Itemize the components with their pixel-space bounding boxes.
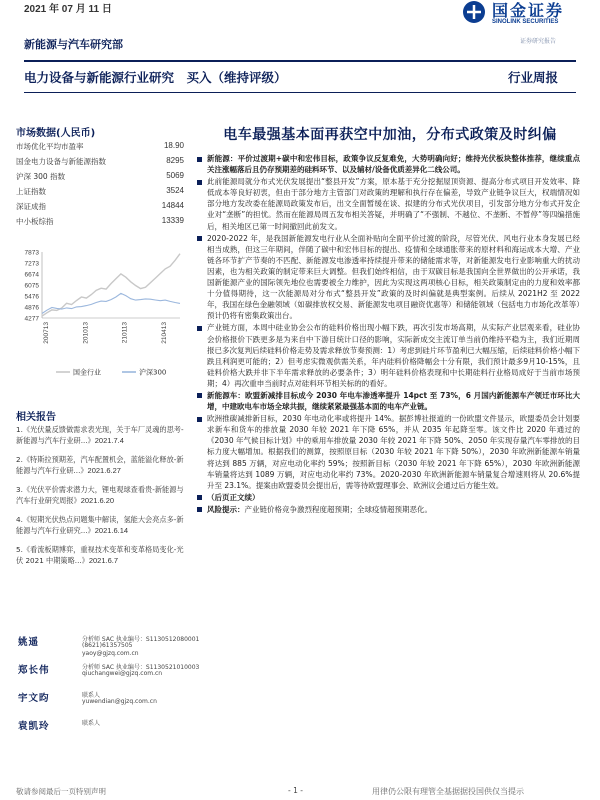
legend-label: 国金行业 bbox=[73, 368, 101, 377]
analyst-card bbox=[16, 660, 200, 688]
report-type: 行业周报 bbox=[508, 70, 559, 85]
footer-disclaimer: 用律仍公限有理管全基据据投国供仅当提示 bbox=[372, 787, 524, 796]
analyst-card bbox=[16, 688, 190, 716]
body-paragraph bbox=[196, 504, 580, 515]
paragraph-lead: 新能源： bbox=[207, 154, 238, 163]
related-report-text: 4.《短期光伏热点问题集中解读，氢能大会亮点多-新能源与汽车行业研究...》 bbox=[16, 515, 184, 535]
market-row bbox=[16, 186, 184, 197]
market-label: 市场优化平均市盈率 bbox=[16, 142, 84, 151]
related-reports-heading: 相关报告 bbox=[16, 412, 56, 423]
related-report-item[interactable] bbox=[16, 424, 190, 446]
related-report-text: 5.《看流板期博弈，重视技术变革和变革格局变化-光伏 2021 中期策略...》 bbox=[16, 545, 184, 565]
market-row bbox=[16, 171, 184, 182]
related-report-date: 2021.6.20 bbox=[80, 496, 115, 505]
analyst-sac: 分析师 SAC 执业编号：S1130521010003 bbox=[82, 664, 200, 671]
analyst-role: 联系人 bbox=[82, 720, 101, 727]
logo-text-cn: 国金证券 bbox=[492, 1, 565, 20]
y-tick-label: 4277 bbox=[24, 315, 39, 323]
analyst-sac: 分析师 SAC 执业编号：S1130512080001 bbox=[82, 636, 200, 643]
market-value: 8295 bbox=[166, 156, 184, 165]
related-report-date: 2021.7.4 bbox=[94, 436, 124, 445]
y-tick-label: 6075 bbox=[24, 282, 39, 290]
analyst-email[interactable]: yuwendian@gjzq.com.cn bbox=[82, 698, 157, 705]
related-report-text: 2.《特斯拉预期差，汽车配置机会，蓝能溢化释放-新能源与汽车行业研...》 bbox=[16, 455, 184, 475]
related-report-date: 2021.6.27 bbox=[87, 466, 121, 475]
market-value: 5069 bbox=[166, 171, 184, 180]
analyst-email[interactable]: qiuchangwei@gjzq.com.cn bbox=[82, 670, 163, 677]
market-value: 18.90 bbox=[163, 141, 184, 150]
legend-label: 沪深300 bbox=[139, 368, 167, 377]
body-paragraph: 欧洲推碳减排新目标，2030 年电动化率或将提升 14%。据彭博社报道的一份欧盟文件显示，欧盟委员会计划要求新车和货车的排放量 2030 年较 2021 年下降 65%，并从 2035 年起降至零。该文件比 2020 年通过的《2030 年气候目标计划》中的乘用车排放量 2030 年较 2021 年下降 50%、2050 年实现存量汽车零排放的目标力度大幅增加。根据我们的测算，按照原目标（2030 年较 2021 年下降 50%），2030 年欧洲新能源车销量将达到 885 万辆，对应电动化率约 59%；按照新目标（2030 年较 2021 年下降 65%），2030 年欧洲新能源车销量将达到 1089 万辆，对应电动化率约 73%。2020-2030 年欧洲新能源车销量复合增速则将从 20.6%提升至 23.1%。提案由欧盟委员会提出后，需等待欧盟理事会、欧洲议会通过后方能生效。 bbox=[196, 413, 580, 491]
related-report-date: 2021.6.7 bbox=[88, 556, 119, 565]
body-paragraph: 2020-2022 年，是我国新能源发电行业从全面补贴向全面平价过渡的阶段，尽管光伏、风电行业本身发展已经相当成熟，但这三年期间，伴随了碳中和宏伟目标的提出、疫情和全球通胀带来的原材料和海运成本大增、产业链各环节扩产节奏的不匹配、新能源发电渗透率持续提升带来的储能需求等，对新能源发电行业影响重大的扰动因素，也为相关政策的制定带来巨大调整。但我们始终相信，由于双碳目标是我国向全世界做出的公开承诺，我国新能源产业的国际领先地位也需要被全力维护，因此为实现这两项核心目标，相关政策制定由的力度和效率都十分值得期待，这一次能源局对分布式“整县开发”政策的及时纠偏就是典型案例。后续从 2021H2 至 2022 年，我国在绿色金融领域（如碳排放权交易、新能源发电项目融资优惠等）和储能领域（包括电力市场化改革等）预计仍将有密集政策出台。 bbox=[196, 233, 580, 322]
index-line-chart bbox=[16, 246, 184, 396]
sidebar-footer-note: 敬请参阅最后一页特别声明 bbox=[16, 787, 106, 796]
market-value: 3524 bbox=[166, 186, 184, 195]
analyst-card bbox=[16, 632, 200, 660]
x-tick-label: 201013 bbox=[82, 322, 90, 344]
report-headline: 电车最强基本面再获空中加油，分布式政策及时纠偏 bbox=[223, 127, 557, 143]
x-tick-label: 210413 bbox=[161, 322, 168, 344]
series-line bbox=[42, 293, 180, 313]
logo-text-en: SINOLINK SECURITIES bbox=[492, 19, 559, 25]
market-label: 深证成指 bbox=[16, 202, 46, 211]
x-tick-label: 210113 bbox=[121, 322, 129, 344]
analyst-name: 袁凯玲 bbox=[18, 721, 50, 732]
body-paragraph: （后页正文续） bbox=[196, 492, 580, 503]
body-paragraph bbox=[196, 153, 580, 175]
market-row bbox=[16, 141, 184, 152]
page-number: - 1 - bbox=[288, 786, 303, 795]
related-report-item[interactable] bbox=[16, 484, 190, 506]
series-line bbox=[42, 254, 180, 316]
analyst-email[interactable]: yaoy@gjzq.com.cn bbox=[82, 650, 139, 657]
logo-icon bbox=[458, 0, 490, 24]
related-report-date: 2021.6.14 bbox=[94, 526, 129, 535]
body-paragraph: 新能源车：欧盟新减排目标成今 2030 年电车渗透率提升 14pct 至 73%，6 月国内新能源车产领迁市环比大增，中建欧电车市场全球共振，继续紧紧最强基本面的电车产业链。 bbox=[196, 390, 580, 412]
y-tick-label: 5476 bbox=[24, 293, 39, 301]
y-tick-label: 7273 bbox=[24, 260, 39, 268]
analyst-role: 联系人 bbox=[82, 692, 101, 699]
header-divider bbox=[24, 60, 576, 62]
report-body bbox=[196, 153, 580, 515]
department-name: 新能源与汽车研究部 bbox=[24, 38, 123, 51]
y-tick-label: 7873 bbox=[24, 249, 39, 257]
body-paragraph: 此前能源局就分布式光伏发展提出“整县开发”方案，原本基于充分挖掘屋顶资源、提高分布式项目开发效率、降低成本等良好初衷，但由于部分地方主管部门对政策的理解和执行存在偏差，导致产业链争议巨大，权端情况如部分地方发改委在能源局政策发布后，出文全面暂缓在谈、拟建的分布式光伏项目，引发部分地方分布式开发企业对“垄断”的担忧。然而在能源局周五发布相关答疑，并明确了“不强制、不越位、不垄断、不暂停”等四编措施后，相关地区已第一时间撤回此前发文。 bbox=[196, 176, 580, 231]
y-tick-label: 6674 bbox=[24, 271, 39, 279]
market-value: 14844 bbox=[161, 201, 184, 210]
market-row bbox=[16, 201, 184, 212]
x-tick-label: 200713 bbox=[43, 322, 50, 344]
market-label: 上证指数 bbox=[16, 187, 46, 196]
related-report-item[interactable] bbox=[16, 514, 190, 536]
logo-subtitle: 证券研究报告 bbox=[520, 38, 557, 45]
analyst-card bbox=[16, 716, 190, 744]
market-data-heading: 市场数据(人民币) bbox=[16, 128, 96, 139]
market-row bbox=[16, 156, 184, 167]
title-divider bbox=[24, 92, 576, 93]
report-title-line: 电力设备与新能源行业研究 买入（维持评级） bbox=[24, 70, 287, 85]
related-report-text: 1.《光伏量反馈做需求表光现，关于车厂灵魂的思考-新能源与汽车行业研...》 bbox=[16, 425, 184, 445]
paragraph-text: 平价过渡期+碳中和宏伟目标，政策争议反复难免，大势明确向好；维持光伏板块整体推荐，继续重点关注涨幅落后且仍存预期差的硅料环节、以及辅材/设备优质差异化二线公司。 bbox=[207, 154, 580, 175]
paragraph-text: 产业链价格竞争激烈程度超预期；全球疫情超预期恶化。 bbox=[244, 504, 432, 514]
analyst-name: 姚遥 bbox=[18, 637, 40, 648]
related-report-text: 3.《光伏平价需求潜力大，锂电观球查看贵-新能源与汽车行业研究周报》 bbox=[16, 485, 184, 505]
body-paragraph: 产业链方面，本周中硅业协会公布的硅料价格出现小幅下跌，再次引发市场高期，从实际产业层观来看，硅业协会价格报价下跌更多是为来自中下游目统计口径的影响，实际新成交主流订单当前仍维持平稳为主，我们近期周报已多次复判后续硅料价格走势及需求释放节奏预测：1）考虑到硅片环节盈利已大幅压缩，后续硅料价格小幅下跌且利润更可能的；2）但考虑实微观供需关系，年内硅料价格降幅会十分有限，我们预计最多9月10-15%，且硅料价格大跌并非下半年需求释放的必要条件；3）明年硅料价格表现和中长期硅料行业格局成好于当前市场预期；4）再次重申当前时点对硅料环节相关标的的看好。 bbox=[196, 322, 580, 389]
report-date: 2021 年 07 月 11 日 bbox=[24, 4, 112, 15]
analyst-name: 宇文昀 bbox=[18, 693, 50, 704]
paragraph-lead: 风险提示： bbox=[207, 504, 245, 514]
analyst-phone: (8621)61357505 bbox=[82, 642, 133, 649]
related-report-item[interactable] bbox=[16, 454, 190, 476]
analyst-name: 郑长伟 bbox=[18, 665, 50, 676]
market-label: 国金电力设备与新能源指数 bbox=[16, 157, 106, 166]
market-value: 13339 bbox=[161, 216, 184, 225]
y-tick-label: 4876 bbox=[24, 304, 39, 312]
market-label: 沪深 300 指数 bbox=[16, 172, 66, 181]
company-logo bbox=[458, 0, 570, 34]
market-row bbox=[16, 216, 184, 227]
market-label: 中小板综指 bbox=[16, 217, 54, 226]
related-report-item[interactable] bbox=[16, 544, 190, 566]
